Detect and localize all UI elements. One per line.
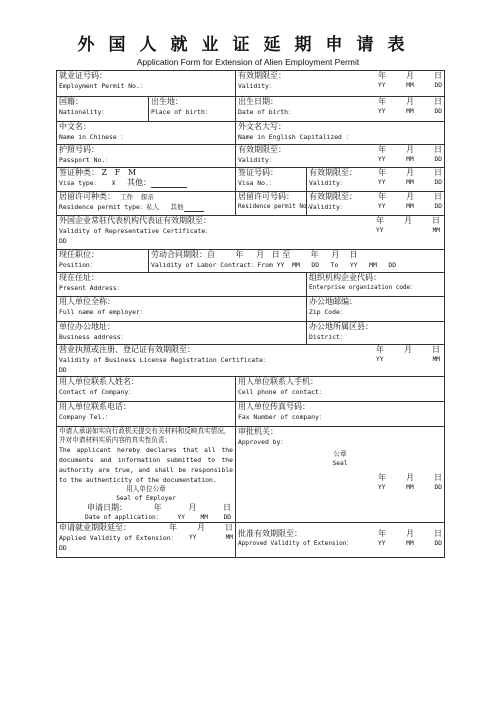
employment-permit-no-field[interactable]: 就业证号码： Employment Permit No.： (57, 71, 236, 97)
contact-name-field[interactable]: 用人单位联系人姓名： Contact of Company： (57, 377, 236, 402)
name-chinese-field[interactable]: 中文名： Name in Chinese ： (57, 122, 236, 145)
form-title-cn: 外国人就业证延期申请表 (77, 35, 419, 55)
approval-section: 审批机关： Approved by： 公章 Seal 年 月 日 YY MM DD (236, 427, 445, 523)
residence-validity-field[interactable]: 有效期限至： 年 月 日 Validity： YY MM DD (307, 192, 445, 216)
permit-validity-field[interactable]: 有效期限至： 年 月 日 Validity： YY MM DD (236, 71, 445, 97)
place-of-birth-field[interactable]: 出生地： Place of birth： (149, 97, 236, 122)
application-date-field[interactable]: 申请日期： 年 月 日 (87, 503, 232, 512)
district-field[interactable]: 办公地所属区县： District： (307, 322, 445, 345)
enterprise-code-field[interactable]: 组织机构企业代码： Enterprise organization code： (307, 273, 445, 297)
business-license-validity-field[interactable]: 营业执照或注册、登记证有效期限至： 年 月 日 Validity of Business License Registration Certificate： YY MM DD (57, 345, 445, 377)
visa-type-field[interactable]: 签证种类： Z F M Visa type： X 其他： (57, 168, 236, 192)
passport-validity-field[interactable]: 有效期限至： 年 月 日 Validity： YY MM DD (236, 145, 445, 168)
visa-type-m: M (127, 168, 137, 177)
present-address-field[interactable]: 现在住址： Present Address： (57, 273, 307, 297)
application-form-table (56, 70, 445, 558)
contact-cell-field[interactable]: 用人单位联系人手机： Cell phone of contact： (236, 377, 445, 402)
passport-no-field[interactable]: 护照号码： Passport No.： (57, 145, 236, 168)
visa-type-x: X (111, 179, 116, 187)
employer-seal-en: Seal of Employer (116, 495, 176, 502)
approved-extension-field[interactable]: 批准有效期限至： 年 月 日 Approved Validity of Extension： YY MM DD (236, 523, 445, 558)
declaration-text-cn: 申请人承诺如实向行政机关提交有关材料和反映真实情况，并对申请材料实质内容的真实性负责； (59, 427, 231, 444)
position-field[interactable]: 现任职位： Position： (57, 250, 149, 273)
declaration-text-en: The applicant hereby declares that all the documents and information submitted to the authority are true, and shall be responsible to the authenticity of the documentation. (59, 446, 234, 484)
nationality-field[interactable]: 国籍： Nationality： (57, 97, 149, 122)
visa-type-z: Z (101, 168, 108, 177)
form-title-en: Application Form for Extension of Alien Employment Permit (136, 57, 360, 67)
name-english-field[interactable]: 外文名大写： Name in English Capitalized ： (236, 122, 445, 145)
visa-type-f: F (114, 168, 121, 177)
visa-no-field[interactable]: 签证号码： Visa No.： (236, 168, 307, 192)
approval-seal-en: Seal (332, 460, 348, 467)
representative-certificate-validity-field[interactable]: 外国企业常驻代表机构代表证有效期限至： 年 月 日 Validity of Representative Certificate： YY MM DD (57, 216, 445, 250)
employer-seal-cn: 用人单位公章 (126, 485, 166, 493)
approval-seal-cn: 公章 (333, 450, 347, 458)
applied-extension-field[interactable]: 申请就业期限延至： 年 月 日 Applied Validity of Extension： YY MM DD (57, 523, 236, 558)
business-address-field[interactable]: 单位办公地址： Business address： (57, 322, 307, 345)
company-fax-field[interactable]: 用人单位传真号码： Fax Number of company： (236, 402, 445, 427)
labor-contract-field[interactable]: 劳动合同期限：自 年 月 日 至 年 月 日 Validity of Labor Contract：From YY MM DD To YY MM DD (149, 250, 445, 273)
company-tel-field[interactable]: 用人单位联系电话： Company Tel.： (57, 402, 236, 427)
residence-permit-type-field[interactable]: 居留许可种类： 工作 探亲 Residence permit type：私人 其他 (57, 192, 236, 216)
applicant-declaration: 申请人承诺如实向行政机关提交有关材料和反映真实情况，并对申请材料实质内容的真实性负责； The applicant hereby declares that all the documents and information submitted to the authority are true, and shall be responsible to the authenticity of the documentation. 用人单位公章 Seal of Employer 申请日期： 年 月 日 Date of application： YY MM DD (57, 427, 236, 523)
employer-name-field[interactable]: 用人单位全称： Full name of employer： (57, 297, 307, 322)
date-of-birth-field[interactable]: 出生日期： 年 月 日 Date of birth： YY MM DD (236, 97, 445, 122)
zip-code-field[interactable]: 办公地邮编： Zip Code： (307, 297, 445, 322)
visa-validity-field[interactable]: 有效期限至： 年 月 日 Validity： YY MM DD (307, 168, 445, 192)
residence-permit-no-field[interactable]: 居留许可号码： Residence permit No.： (236, 192, 307, 216)
